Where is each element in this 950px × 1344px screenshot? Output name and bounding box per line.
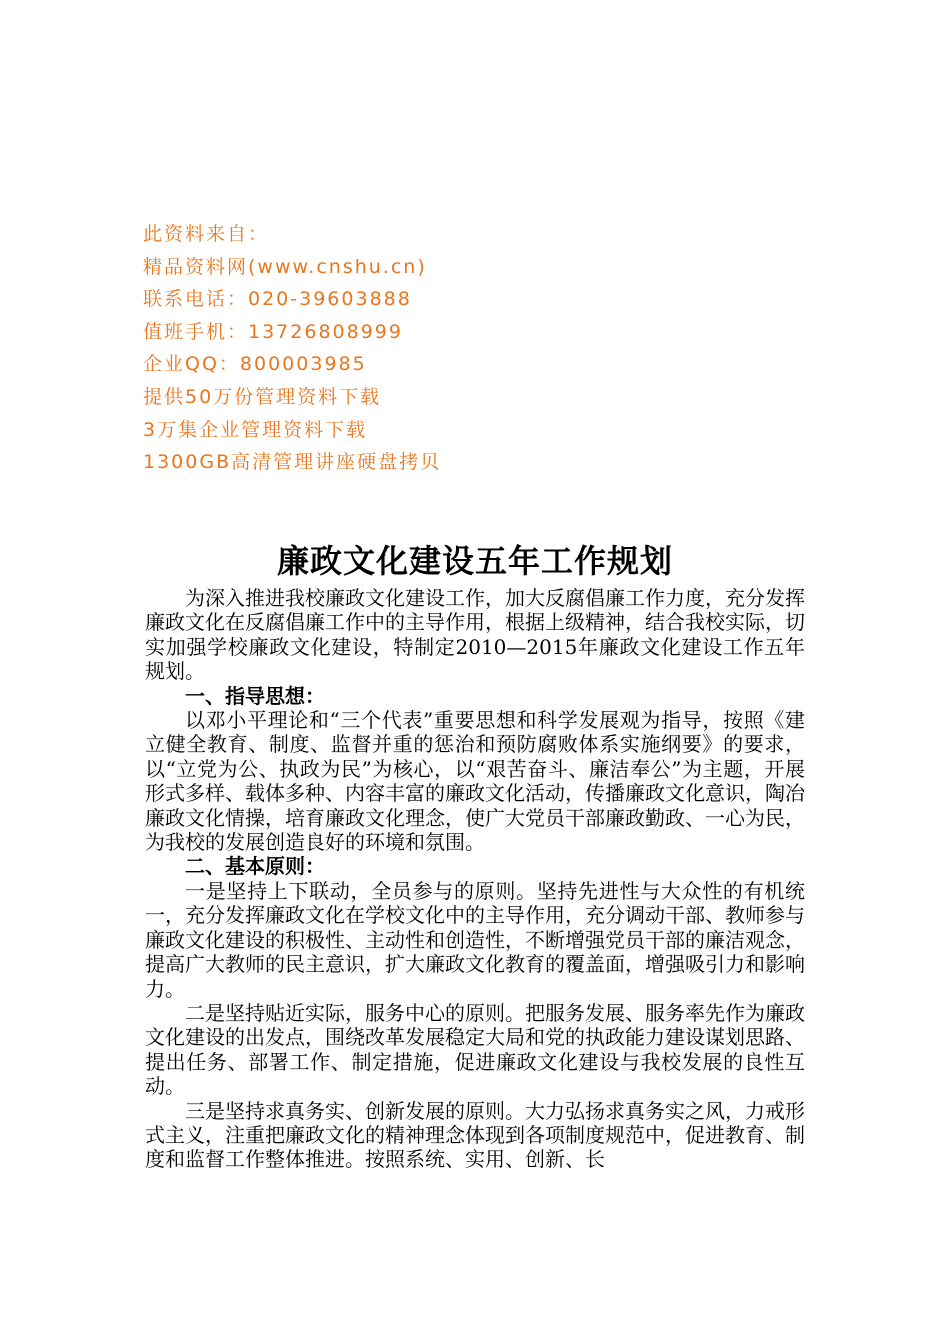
principle-paragraph-3: 三是坚持求真务实、创新发展的原则。大力弘扬求真务实之风，力戒形式主义，注重把廉政文化的精神理念体现到各项制度规范中，促进教育、制度和监督工作整体推进。按照系统、实用、创新、长 xyxy=(145,1098,805,1172)
mobile-line: 值班手机：13726808999 xyxy=(143,320,403,343)
section-heading-guiding-ideology: 一、指导思想： xyxy=(185,683,325,708)
section-heading-basic-principles: 二、基本原则： xyxy=(185,854,325,879)
promo-line-3: 1300GB高清管理讲座硬盘拷贝 xyxy=(143,451,442,474)
source-info-block xyxy=(143,218,663,479)
source-line: 此资料来自： xyxy=(143,223,270,245)
guiding-ideology-paragraph: 以邓小平理论和“三个代表”重要思想和科学发展观为指导，按照《建立健全教育、制度、监督并重的惩治和预防腐败体系实施纲要》的要求，以“立党为公、执政为民”为核心，以“艰苦奋斗、廉洁奉公”为主题，开展形式多样、载体多种、内容丰富的廉政文化活动，传播廉政文化意识，陶冶廉政文化情操，培育廉政文化理念，使广大党员干部廉政勤政、一心为民，为我校的发展创造良好的环境和氛围。 xyxy=(145,708,805,855)
phone-line: 联系电话：020-39603888 xyxy=(143,288,412,311)
document-title: 廉政文化建设五年工作规划 xyxy=(276,542,673,580)
website-line: 精品资料网(www.cnshu.cn) xyxy=(143,255,427,278)
promo-line-1: 提供50万份管理资料下载 xyxy=(143,385,382,408)
document-body xyxy=(145,538,805,1172)
qq-line: 企业QQ：800003985 xyxy=(143,353,367,376)
promo-line-2: 3万集企业管理资料下载 xyxy=(143,418,368,441)
intro-paragraph: 为深入推进我校廉政文化建设工作，加大反腐倡廉工作力度，充分发挥廉政文化在反腐倡廉工作中的主导作用，根据上级精神，结合我校实际，切实加强学校廉政文化建设，特制定2010—2015年廉政文化建设工作五年规划。 xyxy=(145,586,805,684)
principle-paragraph-1: 一是坚持上下联动，全员参与的原则。坚持先进性与大众性的有机统一，充分发挥廉政文化在学校文化中的主导作用，充分调动干部、教师参与廉政文化建设的积极性、主动性和创造性，不断增强党员干部的廉洁观念，提高广大教师的民主意识，扩大廉政文化教育的覆盖面，增强吸引力和影响力。 xyxy=(145,878,805,1001)
principle-paragraph-2: 二是坚持贴近实际，服务中心的原则。把服务发展、服务率先作为廉政文化建设的出发点，围绕改革发展稳定大局和党的执政能力建设谋划思路、提出任务、部署工作、制定措施，促进廉政文化建设与我校发展的良性互动。 xyxy=(145,1000,805,1099)
